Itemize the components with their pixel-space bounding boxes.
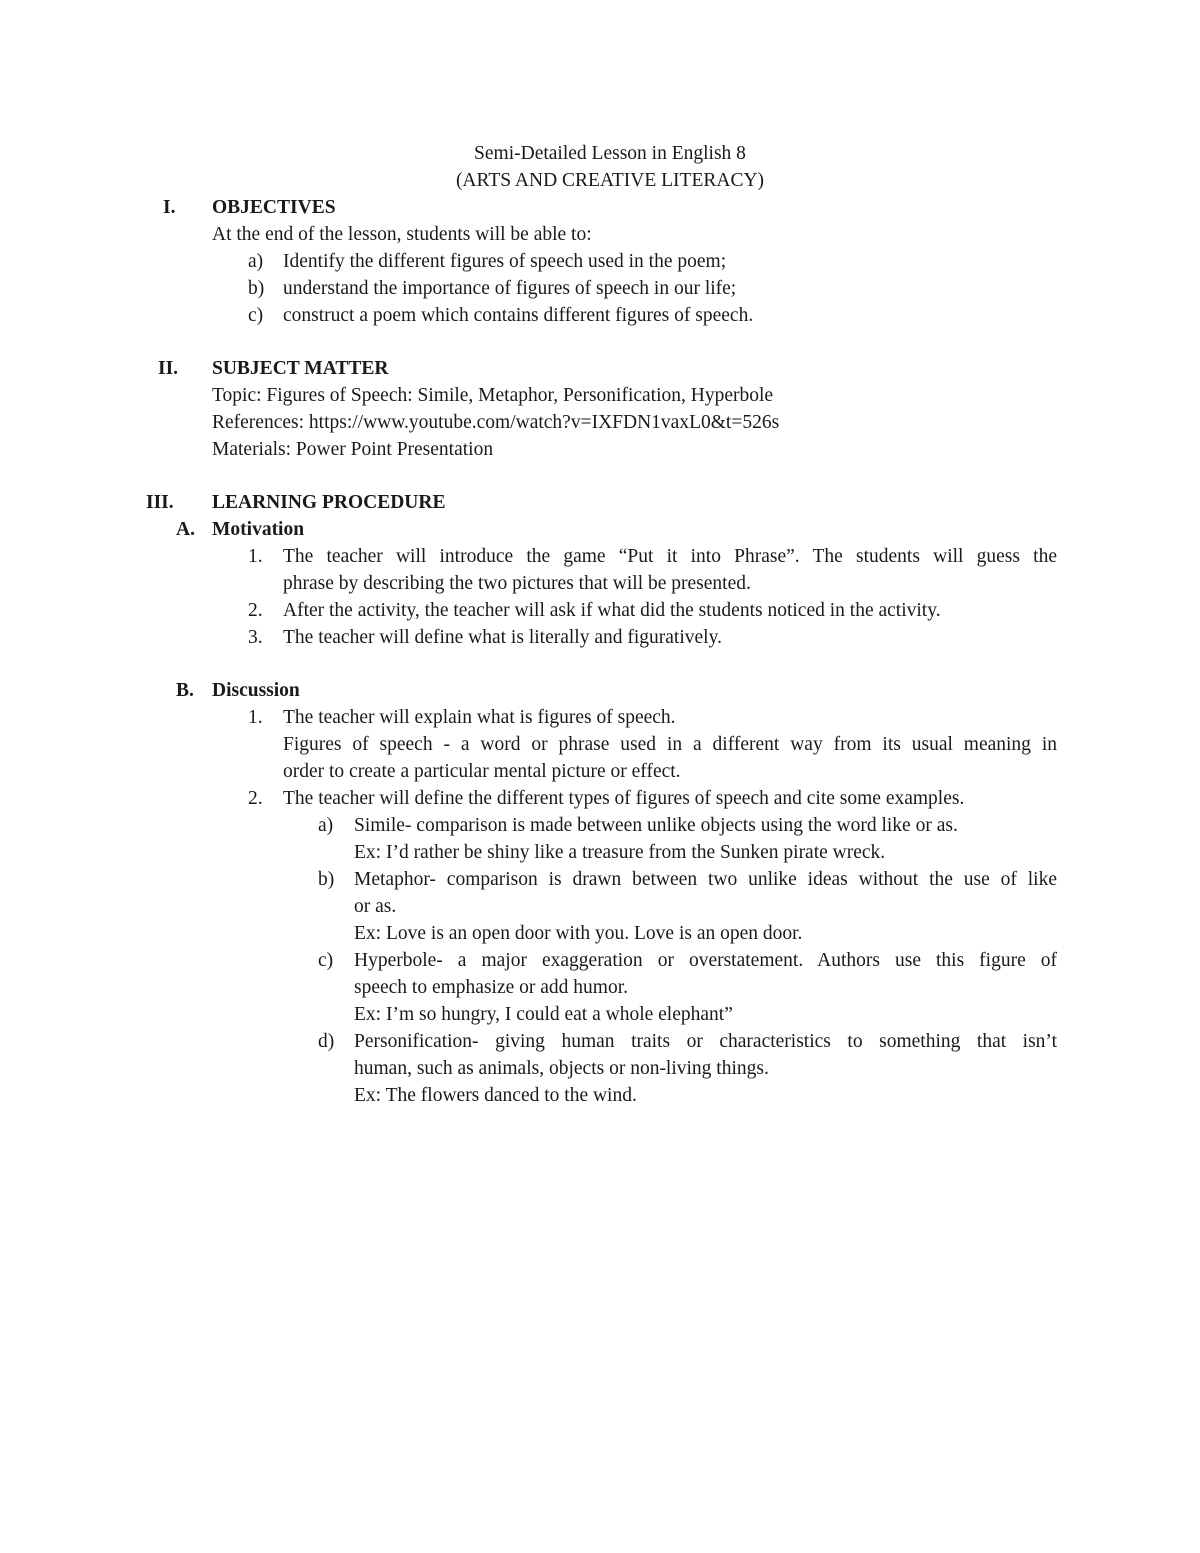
- figure-type-example: Ex: Love is an open door with you. Love is an open door.: [354, 923, 803, 944]
- list-marker: c): [248, 305, 264, 326]
- discussion-item-line: The teacher will explain what is figures of speech.: [283, 707, 676, 728]
- motivation-item-line: After the activity, the teacher will ask if what did the students noticed in the activity.: [283, 600, 941, 621]
- list-marker: b): [318, 869, 335, 890]
- subsection-letter: A.: [176, 519, 195, 540]
- list-marker: 3.: [248, 627, 263, 648]
- document-title: Semi-Detailed Lesson in English 8: [474, 143, 746, 164]
- figure-type-line: human, such as animals, objects or non-living things.: [354, 1058, 769, 1079]
- objective-item: Identify the different figures of speech used in the poem;: [283, 251, 727, 272]
- subject-materials: Materials: Power Point Presentation: [212, 439, 494, 460]
- figure-type-line: Simile- comparison is made between unlike objects using the word like or as.: [354, 815, 958, 836]
- figure-type-line: Personification- giving human traits or characteristics to something that isn’t: [354, 1031, 1057, 1052]
- section-number: III.: [146, 492, 174, 513]
- objectives-intro: At the end of the lesson, students will be able to:: [212, 224, 592, 245]
- list-marker: 1.: [248, 546, 263, 567]
- list-marker: 2.: [248, 788, 263, 809]
- list-marker: a): [248, 251, 264, 272]
- objective-item: construct a poem which contains different figures of speech.: [283, 305, 754, 326]
- motivation-item-line: The teacher will introduce the game “Put it into Phrase”. The students will guess the: [283, 546, 1057, 567]
- motivation-item-line: phrase by describing the two pictures that will be presented.: [283, 573, 751, 594]
- section-number: II.: [158, 358, 179, 379]
- figure-type-line: Metaphor- comparison is drawn between two unlike ideas without the use of like: [354, 869, 1057, 890]
- figure-type-line: speech to emphasize or add humor.: [354, 977, 628, 998]
- figure-type-line: or as.: [354, 896, 397, 917]
- figure-type-example: Ex: I’m so hungry, I could eat a whole elephant”: [354, 1004, 733, 1025]
- subject-references: References: https://www.youtube.com/watch?v=IXFDN1vaxL0&t=526s: [212, 412, 780, 433]
- list-marker: c): [318, 950, 334, 971]
- list-marker: 2.: [248, 600, 263, 621]
- list-marker: d): [318, 1031, 335, 1052]
- subsection-heading-discussion: Discussion: [212, 680, 300, 701]
- objective-item: understand the importance of figures of speech in our life;: [283, 278, 737, 299]
- section-heading-learning-procedure: LEARNING PROCEDURE: [212, 492, 446, 513]
- section-heading-objectives: OBJECTIVES: [212, 197, 336, 218]
- figure-type-example: Ex: I’d rather be shiny like a treasure from the Sunken pirate wreck.: [354, 842, 886, 863]
- discussion-item-line: order to create a particular mental picture or effect.: [283, 761, 681, 782]
- figure-type-example: Ex: The flowers danced to the wind.: [354, 1085, 637, 1106]
- motivation-item-line: The teacher will define what is literally and figuratively.: [283, 627, 722, 648]
- section-number: I.: [163, 197, 176, 218]
- subsection-letter: B.: [176, 680, 194, 701]
- subject-topic: Topic: Figures of Speech: Simile, Metaphor, Personification, Hyperbole: [212, 385, 774, 406]
- section-heading-subject-matter: SUBJECT MATTER: [212, 358, 389, 379]
- list-marker: 1.: [248, 707, 263, 728]
- list-marker: a): [318, 815, 334, 836]
- discussion-item-line: The teacher will define the different types of figures of speech and cite some examples.: [283, 788, 965, 809]
- figure-type-line: Hyperbole- a major exaggeration or overstatement. Authors use this figure of: [354, 950, 1057, 971]
- document-subtitle: (ARTS AND CREATIVE LITERACY): [455, 170, 765, 191]
- list-marker: b): [248, 278, 265, 299]
- subsection-heading-motivation: Motivation: [212, 519, 305, 540]
- discussion-item-line: Figures of speech - a word or phrase used in a different way from its usual meaning in: [283, 734, 1057, 755]
